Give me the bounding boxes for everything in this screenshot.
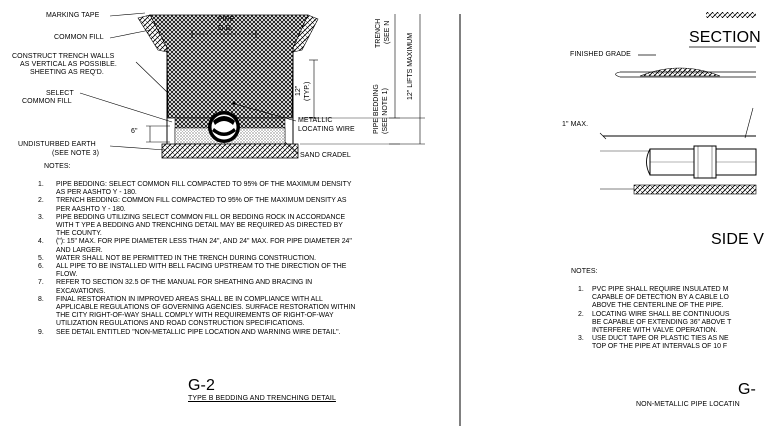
note-line: ("): 15" MAX. FOR PIPE DIAMETER LESS THAN 24", AND 24" MAX. FOR PIPE DIAMETER 24" [56,238,352,246]
label-select-2: COMMON FILL [22,98,72,105]
note-item [26,181,411,197]
label-one-inch-max: 1" MAX. [562,121,589,128]
label-od: O.D. [218,25,233,32]
undisturbed-earth [162,144,298,158]
label-trench-walls-3: SHEETING AS REQ'D. [30,69,104,76]
note-number: 3. [38,213,44,221]
label-see-note-1: (SEE NOTE 1) [382,88,389,134]
label-lifts-maximum: 12" LIFTS MAXIMUM [407,32,414,100]
label-trench-walls-1: CONSTRUCT TRENCH WALLS [12,53,115,60]
note-line: WATER SHALL NOT BE PERMITTED IN THE TRENCH DURING CONSTRUCTION. [56,254,317,262]
note-number: 3. [578,335,584,343]
notes-list [26,181,411,337]
note-number: 6. [38,263,44,271]
label-marking-tape: MARKING TAPE [46,12,100,19]
label-pipe-bedding: PIPE BEDDING [373,84,380,134]
note-line: TRENCH BEDDING: COMMON FILL COMPACTED TO 95% OF THE MAXIMUM DENSITY AS [56,197,347,205]
detail-number-right: G- [738,381,756,398]
label-see-note-trench: (SEE N [384,20,391,44]
note-number: 2. [578,310,584,318]
label-undisturbed-earth-1: UNDISTURBED EARTH [18,141,96,148]
detail-title-right: NON-METALLIC PIPE LOCATIN [636,401,740,408]
note-line: WITH T YPE A BEDDING AND TRENCHING DETAIL MAY BE REQUIRED AS DIRECTED BY [56,222,343,230]
note-line: USE DUCT TAPE OR PLASTIC TIES AS NE [592,335,729,343]
note-number: 2. [38,197,44,205]
note-item [26,197,411,213]
note-item [26,255,411,263]
note-line: PIPE BEDDING UTILIZING SELECT COMMON FILL OR BEDDING ROCK IN ACCORDANCE [56,213,346,221]
label-typ-12: 12" [295,85,302,96]
note-line: PVC PIPE SHALL REQUIRE INSULATED M [592,286,729,293]
note-number: 1. [578,286,584,293]
note-item [26,214,411,239]
note-line: THE CITY RIGHT-OF-WAY SHALL COMPLY WITH REQUIREMENTS OF RIGHT-OF-WAY [56,312,334,320]
note-line: ALL PIPE TO BE INSTALLED WITH BELL FACING UPSTREAM TO THE DIRECTION OF THE [56,263,347,271]
note-line: PER AASHTO Y - 180. [56,205,126,213]
note-item [26,329,411,337]
label-locating-wire: LOCATING WIRE [298,126,355,133]
side-view-title: SIDE V [711,231,765,248]
note-line: AND LARGER. [56,246,103,254]
note-number: 9. [38,328,44,336]
note-number: 7. [38,279,44,287]
note-line: UTILIZATION REGULATIONS AND ROAD CONSTRUCTION SPECIFICATIONS. [56,320,305,328]
note-line: BE CAPABLE OF EXTENDING 36" ABOVE T [592,318,732,326]
section-title-right: SECTION [689,29,761,46]
note-item [26,238,411,254]
note-item [26,263,411,279]
label-undisturbed-earth-2: (SEE NOTE 3) [52,150,100,157]
label-trench: TRENCH [375,18,382,48]
note-item [26,279,411,295]
note-item [570,286,782,311]
note-number: 5. [38,254,44,262]
label-six-inch: 6" [131,128,138,135]
note-line: FINAL RESTORATION IN IMPROVED AREAS SHALL BE IN COMPLIANCE WITH ALL [56,295,323,303]
note-line: REFER TO SECTION 32.5 OF THE MANUAL FOR SHEATHING AND BRACING IN [56,279,313,287]
note-number: 1. [38,181,44,188]
note-item [26,296,411,329]
label-common-fill: COMMON FILL [54,34,104,41]
note-number: 8. [38,295,44,303]
note-item [570,311,782,336]
note-line: SEE DETAIL ENTITLED "NON-METALLIC PIPE LOCATION AND WARNING WIRE DETAIL". [56,328,341,336]
note-line: CAPABLE OF DETECTION BY A CABLE LO [592,294,729,302]
note-number: 4. [38,238,44,246]
notes-list-right [570,286,782,352]
label-pipe: PIPE [218,16,235,23]
note-line: ABOVE THE CENTERLINE OF THE PIPE. [592,302,724,310]
note-line: PIPE BEDDING: SELECT COMMON FILL COMPACTED TO 95% OF THE MAXIMUM DENSITY [56,181,352,188]
label-sand-cradel: SAND CRADEL [300,152,351,159]
detail-title-left: TYPE B BEDDING AND TRENCHING DETAIL [188,395,336,402]
note-line: THE COUNTY. [56,230,102,238]
label-select-1: SELECT [46,90,74,97]
note-line: EXCAVATIONS. [56,287,106,295]
notes-title: NOTES: [44,163,71,170]
note-line: INTERFERE WITH VALVE OPERATION. [592,327,718,335]
note-line: AS PER AASHTO Y - 180. [56,189,137,197]
label-metallic: METALLIC [298,117,333,124]
note-line: FLOW. [56,271,78,279]
label-typ: (TYP.) [304,81,311,101]
label-trench-walls-2: AS VERTICAL AS POSSIBLE. [20,61,117,68]
note-line: TOP OF THE PIPE AT INTERVALS OF 10 F [592,343,728,351]
note-item [570,335,782,351]
detail-number-left: G-2 [188,377,215,394]
note-line: APPLICABLE REGULATIONS OF GOVERNING AGENCIES. SURFACE RESTORATION WITHIN [56,304,356,312]
label-finished-grade: FINISHED GRADE [570,51,631,58]
notes-title-right: NOTES: [571,268,598,275]
note-line: LOCATING WIRE SHALL BE CONTINUOUS [592,310,730,318]
